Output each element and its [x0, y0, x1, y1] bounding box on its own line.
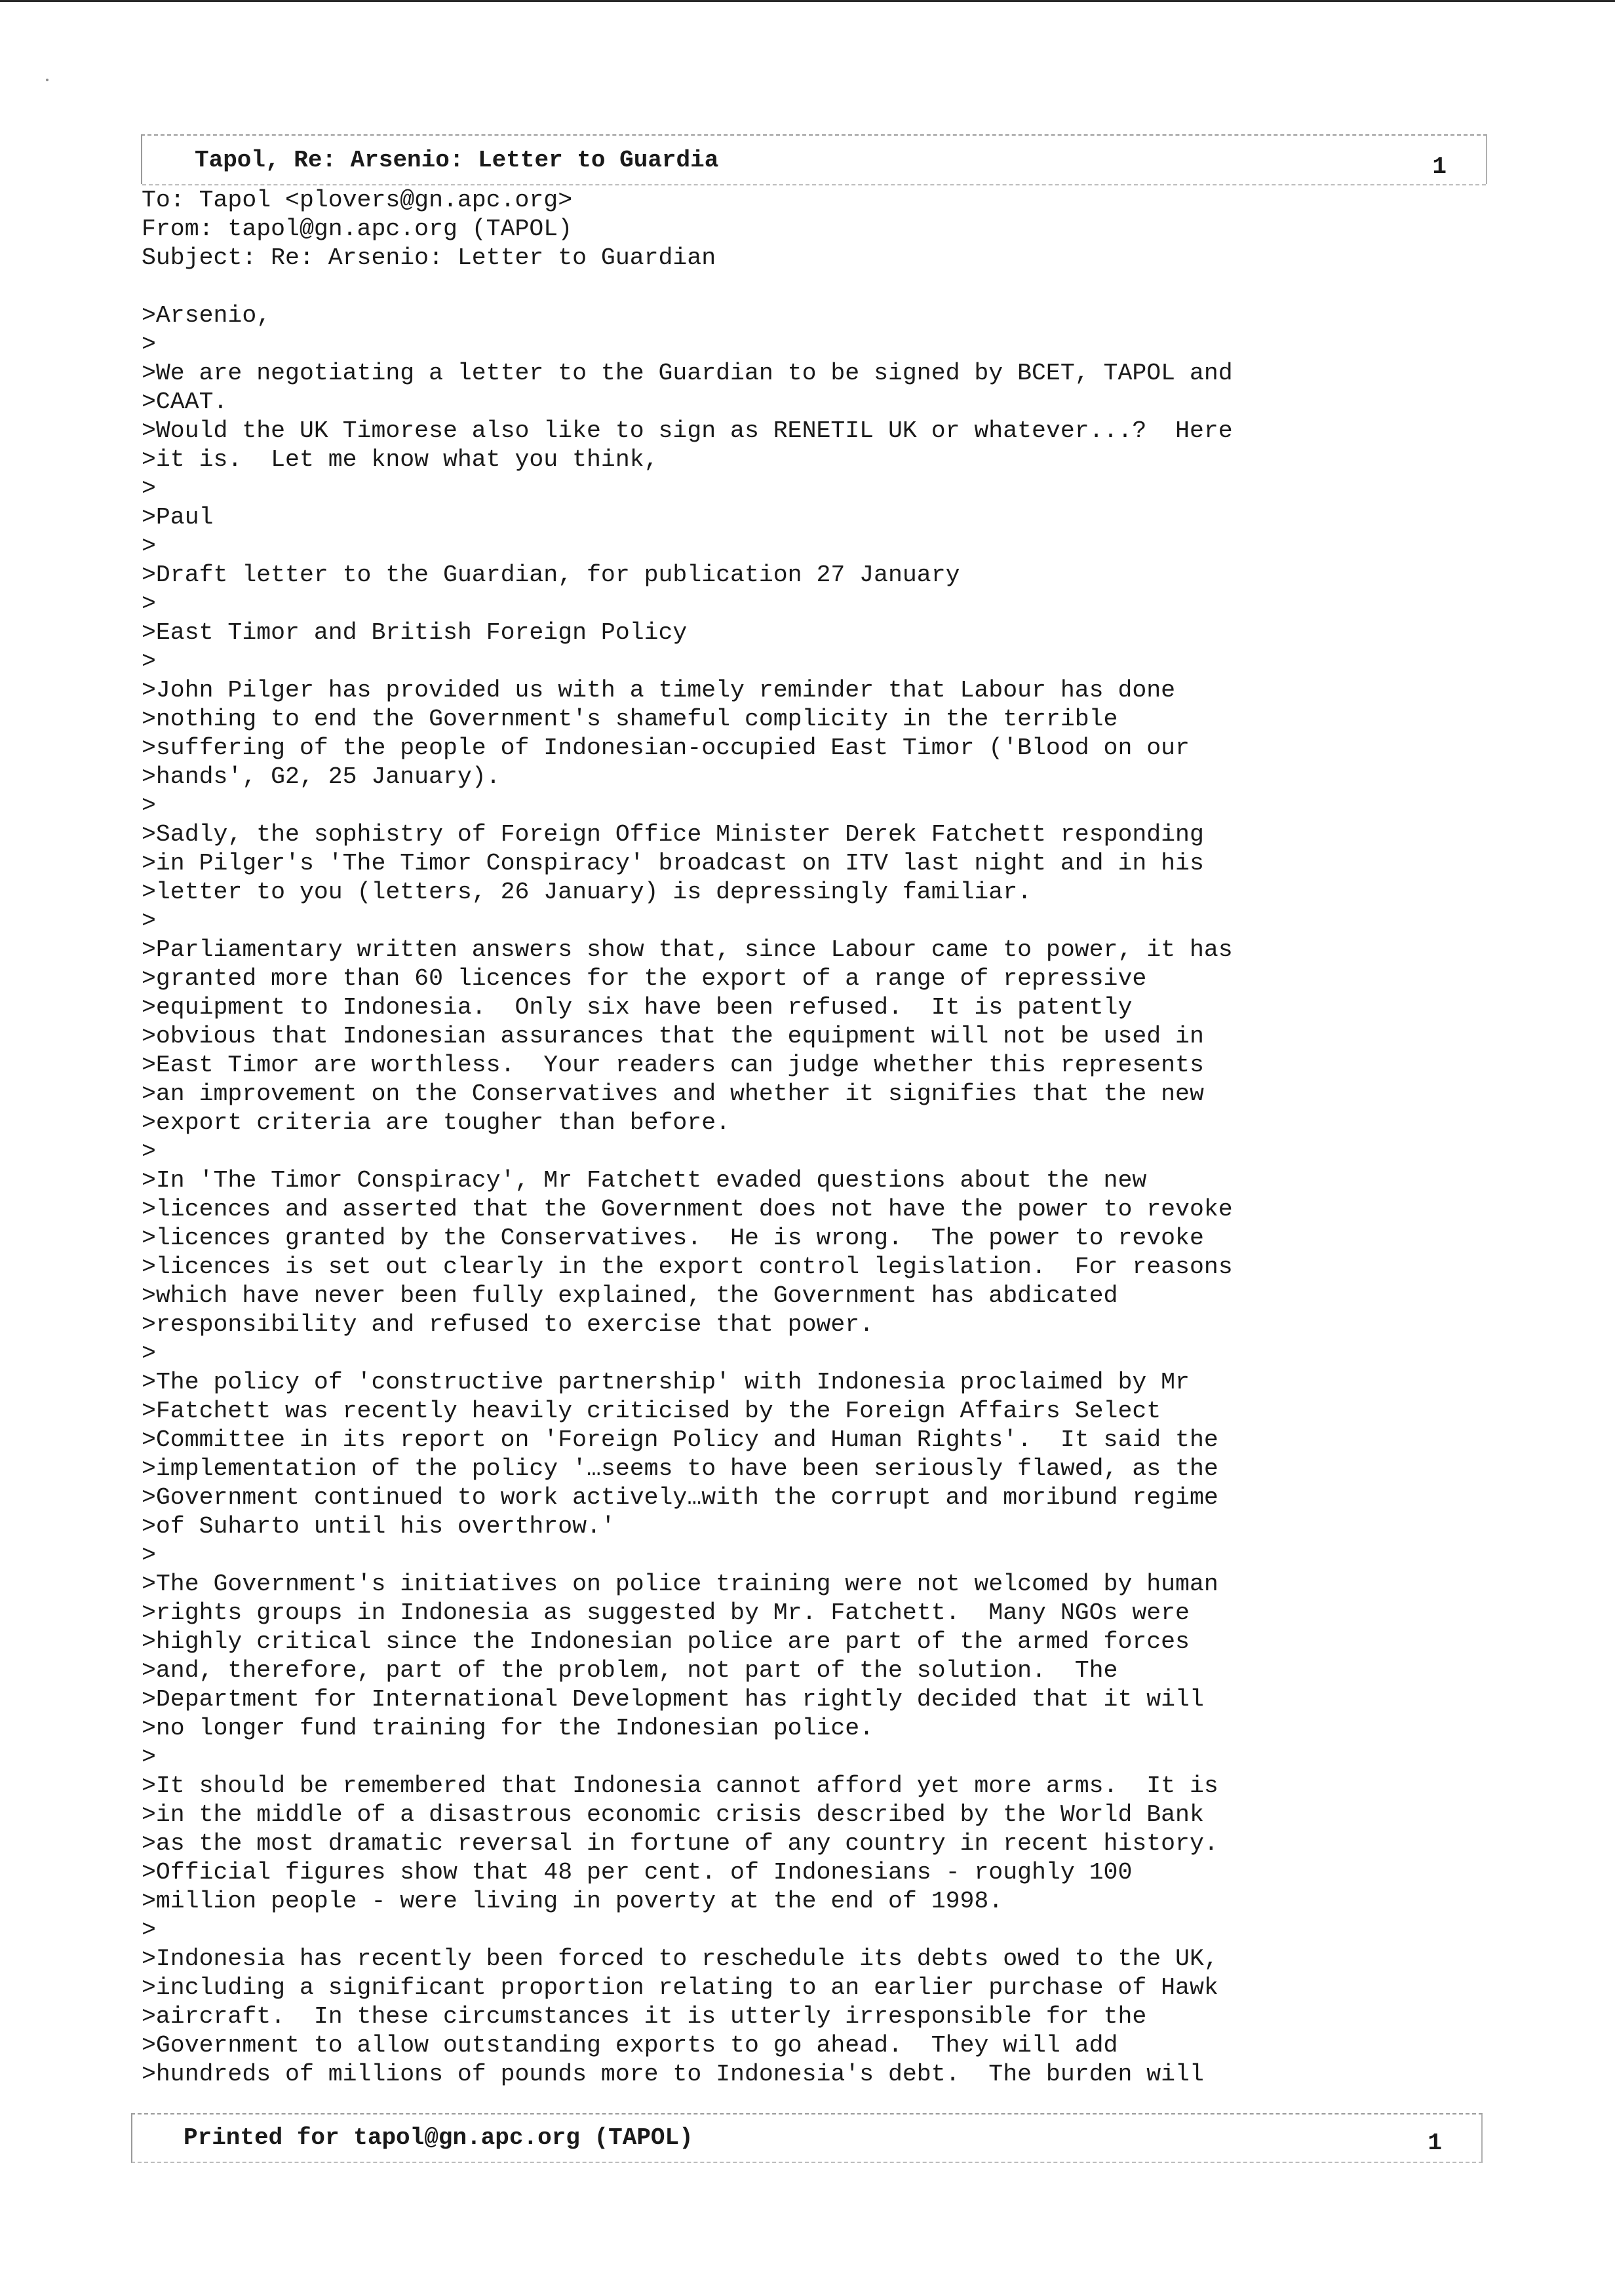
text-line: >export criteria are tougher than before. [142, 1109, 731, 1136]
text-line: >in the middle of a disastrous economic crisis described by the World Bank [142, 1801, 1204, 1828]
text-line: >East Timor are worthless. Your readers can judge whether this represents [142, 1052, 1204, 1079]
scan-edge [0, 0, 1615, 2]
text-line: To: Tapol <plovers@gn.apc.org> [142, 187, 573, 214]
text-line: >We are negotiating a letter to the Guardian to be signed by BCET, TAPOL and [142, 360, 1233, 387]
text-line: >licences granted by the Conservatives. He is wrong. The power to revoke [142, 1225, 1204, 1252]
print-footer [131, 2113, 1483, 2163]
text-line: >and, therefore, part of the problem, not part of the solution. The [142, 1657, 1118, 1684]
text-line: >of Suharto until his overthrow.' [142, 1513, 615, 1540]
text-line: >Sadly, the sophistry of Foreign Office Minister Derek Fatchett responding [142, 821, 1204, 848]
text-line: >no longer fund training for the Indonesian police. [142, 1715, 874, 1742]
text-line: > [142, 1917, 156, 1943]
text-line: >granted more than 60 licences for the export of a range of repressive [142, 965, 1147, 992]
footer-printed-for: Printed for tapol@gn.apc.org (TAPOL) [184, 2124, 693, 2151]
text-line: >rights groups in Indonesia as suggested by Mr. Fatchett. Many NGOs were [142, 1599, 1190, 1626]
footer-page-number: 1 [1428, 2130, 1442, 2156]
text-line: > [142, 908, 156, 934]
scan-speck [46, 79, 49, 81]
text-line: >The policy of 'constructive partnership' with Indonesia proclaimed by Mr [142, 1369, 1190, 1396]
header-divider [142, 184, 1486, 185]
text-line: >equipment to Indonesia. Only six have been refused. It is patently [142, 994, 1133, 1021]
text-line: >including a significant proportion relating to an earlier purchase of Hawk [142, 1974, 1218, 2001]
text-line: >Paul [142, 504, 214, 531]
text-line: >hundreds of millions of pounds more to Indonesia's debt. The burden will [142, 2061, 1204, 2088]
text-line: >Would the UK Timorese also like to sign as RENETIL UK or whatever...? Here [142, 417, 1233, 444]
text-line: >Parliamentary written answers show that, since Labour came to power, it has [142, 936, 1233, 963]
text-line: > [142, 648, 156, 675]
text-line: >implementation of the policy '…seems to have been seriously flawed, as the [142, 1455, 1218, 1482]
text-line: >Arsenio, [142, 302, 271, 329]
text-line: >aircraft. In these circumstances it is utterly irresponsible for the [142, 2003, 1147, 2030]
text-line: > [142, 533, 156, 560]
text-line: >CAAT. [142, 389, 228, 415]
email-body [142, 186, 1479, 2089]
text-line: >It should be remembered that Indonesia cannot afford yet more arms. It is [142, 1772, 1218, 1799]
text-line: >Department for International Development has rightly decided that it will [142, 1686, 1204, 1713]
text-line: > [142, 792, 156, 819]
text-line: > [142, 1542, 156, 1569]
text-line: >suffering of the people of Indonesian-occupied East Timor ('Blood on our [142, 735, 1190, 761]
text-line: >as the most dramatic reversal in fortune of any country in recent history. [142, 1830, 1218, 1857]
text-line: >Committee in its report on 'Foreign Policy and Human Rights'. It said the [142, 1426, 1218, 1453]
text-line: >an improvement on the Conservatives and whether it signifies that the new [142, 1081, 1204, 1107]
text-line: > [142, 1138, 156, 1165]
text-line: >million people - were living in poverty at the end of 1998. [142, 1888, 1003, 1915]
text-line: From: tapol@gn.apc.org (TAPOL) [142, 216, 573, 242]
text-line: >Draft letter to the Guardian, for publication 27 January [142, 562, 960, 588]
text-line: > [142, 331, 156, 358]
text-line: >In 'The Timor Conspiracy', Mr Fatchett evaded questions about the new [142, 1167, 1147, 1194]
text-line: > [142, 475, 156, 502]
text-line: >responsibility and refused to exercise that power. [142, 1311, 874, 1338]
text-line: >hands', G2, 25 January). [142, 763, 501, 790]
text-line: >nothing to end the Government's shameful complicity in the terrible [142, 706, 1118, 733]
print-header [141, 134, 1487, 184]
text-line: >in Pilger's 'The Timor Conspiracy' broadcast on ITV last night and in his [142, 850, 1204, 877]
text-line: >obvious that Indonesian assurances that the equipment will not be used in [142, 1023, 1204, 1050]
text-line: >Official figures show that 48 per cent. of Indonesians - roughly 100 [142, 1859, 1133, 1886]
text-line: > [142, 590, 156, 617]
text-line: >letter to you (letters, 26 January) is depressingly familiar. [142, 879, 1032, 906]
text-line [142, 273, 1479, 301]
text-line: >John Pilger has provided us with a timely reminder that Labour has done [142, 677, 1176, 704]
header-title: Tapol, Re: Arsenio: Letter to Guardia [195, 147, 719, 174]
text-line: > [142, 1340, 156, 1367]
text-line: >which have never been fully explained, the Government has abdicated [142, 1282, 1118, 1309]
text-line: >Government continued to work actively…with the corrupt and moribund regime [142, 1484, 1218, 1511]
text-line: >The Government's initiatives on police training were not welcomed by human [142, 1571, 1218, 1598]
text-line: >Indonesia has recently been forced to reschedule its debts owed to the UK, [142, 1945, 1218, 1972]
text-line: >highly critical since the Indonesian police are part of the armed forces [142, 1628, 1190, 1655]
text-line: Subject: Re: Arsenio: Letter to Guardian [142, 244, 716, 271]
text-line: >licences and asserted that the Government does not have the power to revoke [142, 1196, 1233, 1223]
text-line: >Government to allow outstanding exports to go ahead. They will add [142, 2032, 1118, 2059]
text-line: > [142, 1744, 156, 1770]
text-line: >East Timor and British Foreign Policy [142, 619, 688, 646]
text-line: >Fatchett was recently heavily criticised by the Foreign Affairs Select [142, 1398, 1161, 1425]
text-line: >it is. Let me know what you think, [142, 446, 659, 473]
header-page-number: 1 [1432, 153, 1447, 180]
text-line: >licences is set out clearly in the export control legislation. For reasons [142, 1253, 1233, 1280]
